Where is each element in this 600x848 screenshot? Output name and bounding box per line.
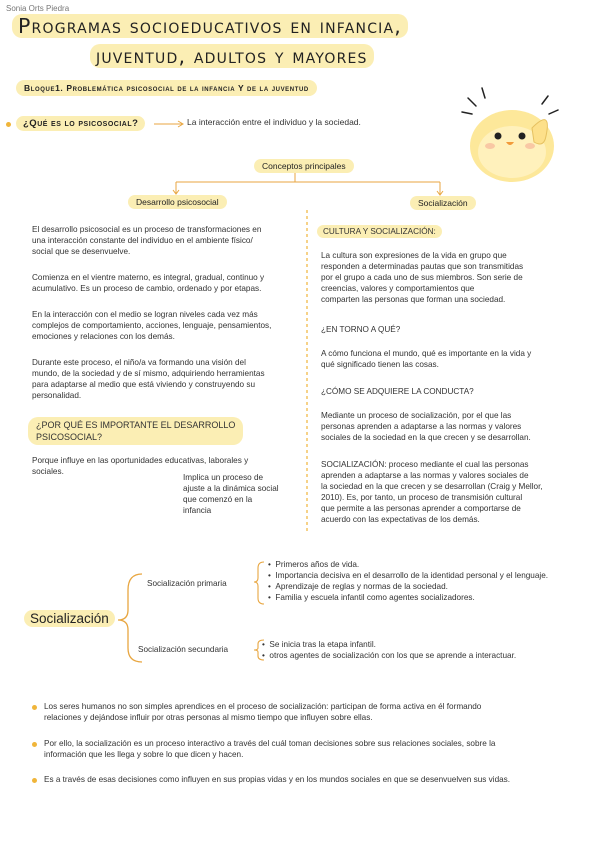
left-paragraph-5: Porque influye en las oportunidades educativas, laborales y sociales. — [32, 456, 249, 476]
list-item: • Familia y escuela infantil como agentes socializadores. — [268, 593, 475, 602]
bullet-dot-icon — [32, 778, 37, 783]
concepts-title: Conceptos principales — [254, 159, 354, 173]
right-paragraph-1: La cultura son expresiones de la vida en grupo que responden a determinadas pautas que son transmitidas por el grupo a cada uno de sus miembros. Son serie de creencias, valores y comportamientos que comparten las personas que forman una sociedad. — [321, 251, 524, 304]
right-question-1: ¿EN TORNO A QUÉ? — [321, 325, 401, 334]
bottom-paragraph-2: Por ello, la socialización es un proceso interactivo a través del cuál toman decisiones sobre sus relaciones sociales, sobre la información que les llega y sobre lo que dicen y hacen. — [44, 739, 496, 759]
right-heading-cultura: CULTURA Y SOCIALIZACIÓN: — [317, 225, 442, 238]
title-line-2: juventud, adultos y mayores — [90, 44, 374, 68]
socializacion-secundaria-label: Socialización secundaria — [138, 645, 229, 654]
bottom-paragraph-1: Los seres humanos no son simples aprendices en el proceso de socialización: participan de forma activa en él formando relaciones y dejándose influir por otras personas al mismo tiempo que influyen sobre ellas. — [44, 702, 482, 722]
bloque-heading: Bloque1. Problemática psicosocial de la infancia Y de la juventud — [16, 80, 317, 96]
list-item: • Primeros años de vida. — [268, 560, 360, 569]
right-question-2: ¿CÓMO SE ADQUIERE LA CONDUCTA? — [321, 387, 474, 396]
list-item: • Aprendizaje de reglas y normas de la sociedad. — [268, 582, 448, 591]
author-name: Sonia Orts Piedra — [6, 4, 70, 13]
list-item: • Importancia decisiva en el desarrollo de la identidad personal y el lenguaje. — [268, 571, 549, 580]
concept-socializacion: Socialización — [410, 196, 476, 210]
right-paragraph-2: A cómo funciona el mundo, qué es importante en la vida y qué significado tienen las cosas. — [321, 349, 532, 369]
concept-desarrollo-psicosocial: Desarrollo psicosocial — [128, 195, 227, 209]
psicosocial-question: ¿Qué es lo psicosocial? — [16, 116, 145, 131]
left-paragraph-3: En la interacción con el medio se logran niveles cada vez más complejos de comportamiento, acciones, lenguaje, pensamientos, emociones y relaciones con los demás. — [32, 310, 272, 341]
left-paragraph-1: El desarrollo psicosocial es un proceso de transformaciones en una interacción constante del individuo en el ambiente físico/ social que se desenvuelve. — [32, 225, 262, 256]
bullet-dot-icon — [32, 742, 37, 747]
list-item: • Se inicia tras la etapa infantil. — [262, 640, 376, 649]
socializacion-primaria-label: Socialización primaria — [147, 579, 227, 588]
list-item: • otros agentes de socialización con los que se aprende a interactuar. — [262, 651, 517, 660]
bullet-dot-icon — [32, 705, 37, 710]
left-question-heading: ¿POR QUÉ ES IMPORTANTE EL DESARROLLO PSICOSOCIAL? — [28, 417, 243, 445]
primaria-list — [268, 559, 598, 603]
right-paragraph-3: Mediante un proceso de socialización, por el que las personas aprenden a adaptarse a las normas y valores sociales de la sociedad en la que crecen y se desarrollan. — [321, 411, 531, 442]
left-paragraph-2: Comienza en el vientre materno, es integral, gradual, continuo y acumulativo. Es un proceso de cambio, ordenado y por etapas. — [32, 273, 265, 293]
psicosocial-answer: La interacción entre el individuo y la sociedad. — [187, 117, 361, 127]
socializacion-label: Socialización — [24, 610, 115, 627]
bullet-dot-icon — [6, 122, 11, 127]
right-paragraph-4: SOCIALIZACIÓN: proceso mediante el cual las personas aprenden a adaptarse a las normas y valores sociales de la sociedad en la que crecen y se desarrollan (Craig y Mellor, 2010). Es, por tanto, un proceso de transmisión cultural que permite a las personas aprender a comportarse de acuerdo con las expectativas de los demás. — [321, 460, 543, 524]
chick-mascot-icon — [452, 76, 572, 191]
arrow-right-icon — [152, 119, 186, 129]
secundaria-list — [262, 639, 592, 661]
title-line-1: Programas socioeducativos en infancia, — [12, 14, 408, 38]
left-paragraph-4: Durante este proceso, el niño/a va formando una visión del mundo, de la sociedad y de sí mismo, adquiriendo herramientas para adaptarse al medio que está viviendo y construyendo su personalidad. — [32, 358, 265, 400]
left-paragraph-6: Implica un proceso de ajuste a la dinámica social que comenzó en la infancia — [183, 473, 279, 515]
bottom-paragraph-3: Es a través de esas decisiones como influyen en sus propias vidas y en los mundos sociales en que se desenvuelven sus vidas. — [44, 775, 511, 784]
